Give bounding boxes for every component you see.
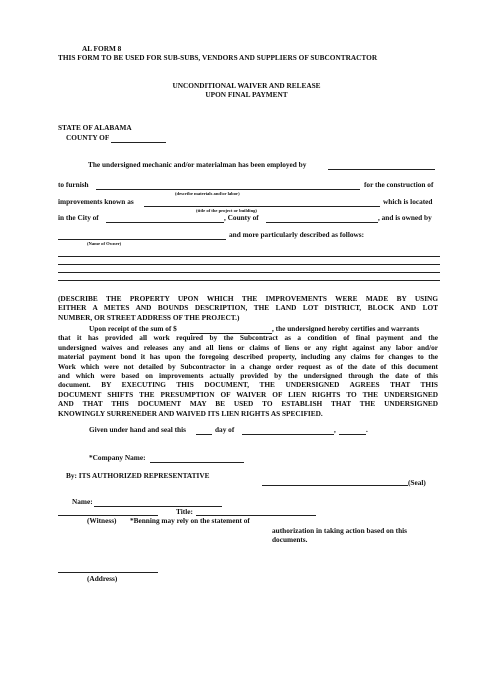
benning-note-end: documents. [272,535,308,544]
property-note [58,294,438,322]
waiver-line: undersigned waives and releases any and all liens or claims of liens or any right against any labor and/or [58,342,438,352]
construction-of-label: for the construction of [364,180,434,189]
state-label: STATE OF ALABAMA [58,123,132,132]
document-title: UNCONDITIONAL WAIVER AND RELEASE [172,81,321,90]
description-line[interactable] [58,272,440,273]
owned-by-label: , and is owned by [378,213,432,222]
located-label: which is located [383,197,433,206]
property-note-line: (DESCRIBE THE PROPERTY UPON WHICH THE IMPROVEMENTS WERE MADE BY USING [58,294,438,303]
form-id: AL FORM 8 [82,44,122,53]
employed-by-label: The undersigned mechanic and/or materialman has been employed by [88,160,307,169]
witness-label: (Witness) [87,516,117,525]
benning-note: *Benning may rely on the statement of [130,516,250,525]
waiver-line: KNOWINGLY SURRENEDER AND WAIVED ITS LIEN RIGHTS AS SPECIFIED. [58,408,323,418]
waiver-line: and which were based on improvements actually provided by the undersigned through the date of this [58,371,438,381]
project-hint: (title of the project or building) [196,208,257,213]
materials-hint: (describe materials and/or labor) [175,191,240,196]
day-field[interactable] [196,434,212,435]
owner-field[interactable] [58,239,226,240]
name-field[interactable] [94,506,222,507]
seal-label: (Seal) [408,478,426,487]
month-field[interactable] [242,434,334,435]
waiver-line: that it has provided all work required by the Subcontract as a condition of final payment and the [58,333,438,343]
described-as-label: and more particularly described as follows: [229,230,365,239]
project-field[interactable] [144,206,380,207]
county-of-label: , County of [224,213,259,222]
owner-hint: (Name of Owner) [87,241,122,246]
form-subtitle: THIS FORM TO BE USED FOR SUB-SUBS, VENDORS AND SUPPLIERS OF SUBCONTRACTOR [58,53,378,62]
to-furnish-label: to furnish [58,180,89,189]
company-name-field[interactable] [150,462,244,463]
comma: , [334,425,336,434]
waiver-line: document. BY EXECUTING THIS DOCUMENT, THE UNDERSIGNED AGREES THAT THIS [58,380,438,390]
sum-label: Upon receipt of the sum of $ [89,324,177,333]
waiver-line: DOCUMENT SHIFTS THE PRESUMPTION OF WAIVER OF LIEN RIGHTS TO THE UNDERSIGNED [58,389,438,399]
name-label: Name: [72,497,93,506]
document-subtitle: UPON FINAL PAYMENT [205,90,288,99]
company-name-label: *Company Name: [89,453,146,462]
improvements-label: improvements known as [58,197,134,206]
county-label: COUNTY OF [66,133,110,142]
employer-field[interactable] [328,169,435,170]
property-note-line: EITHER A METES AND BOUNDS DESCRIPTION, THE LAND LOT DISTRICT, BLOCK AND LOT [58,303,438,313]
property-note-line: NUMBER, OR STREET ADDRESS OF THE PROJECT.) [58,312,240,322]
description-line[interactable] [58,264,440,265]
title-label: Title: [176,507,193,516]
signature-field[interactable] [262,485,408,486]
period: . [366,425,368,434]
waiver-line: AND THAT THIS DOCUMENT MAY BE USED TO ESTABLISH THAT THE UNDERSIGNED [58,399,438,409]
waiver-paragraph [58,333,438,418]
day-of-label: day of [215,425,235,434]
county-field[interactable] [111,142,166,143]
county-of-field[interactable] [266,222,378,223]
materials-field[interactable] [96,189,360,190]
description-line[interactable] [58,280,440,281]
year-field[interactable] [339,434,366,435]
waiver-line: material payment bond it has upon the foregoing described property, including any claims for changes to the [58,352,438,362]
address-label: (Address) [87,574,118,583]
waiver-line: Work which were not detailed by Subcontractor in a change order request as of the date of this document [58,361,438,371]
city-field[interactable] [106,222,224,223]
benning-note-cont: authorization in taking action based on this [272,526,408,535]
address-field[interactable] [58,572,158,573]
description-line[interactable] [58,256,440,257]
city-label: in the City of [58,213,99,222]
sum-label-cont: , the undersigned hereby certifies and warrants [272,324,420,333]
given-label: Given under hand and seal this [89,425,186,434]
authorized-rep-label: By: ITS AUTHORIZED REPRESENTATIVE [66,471,210,480]
